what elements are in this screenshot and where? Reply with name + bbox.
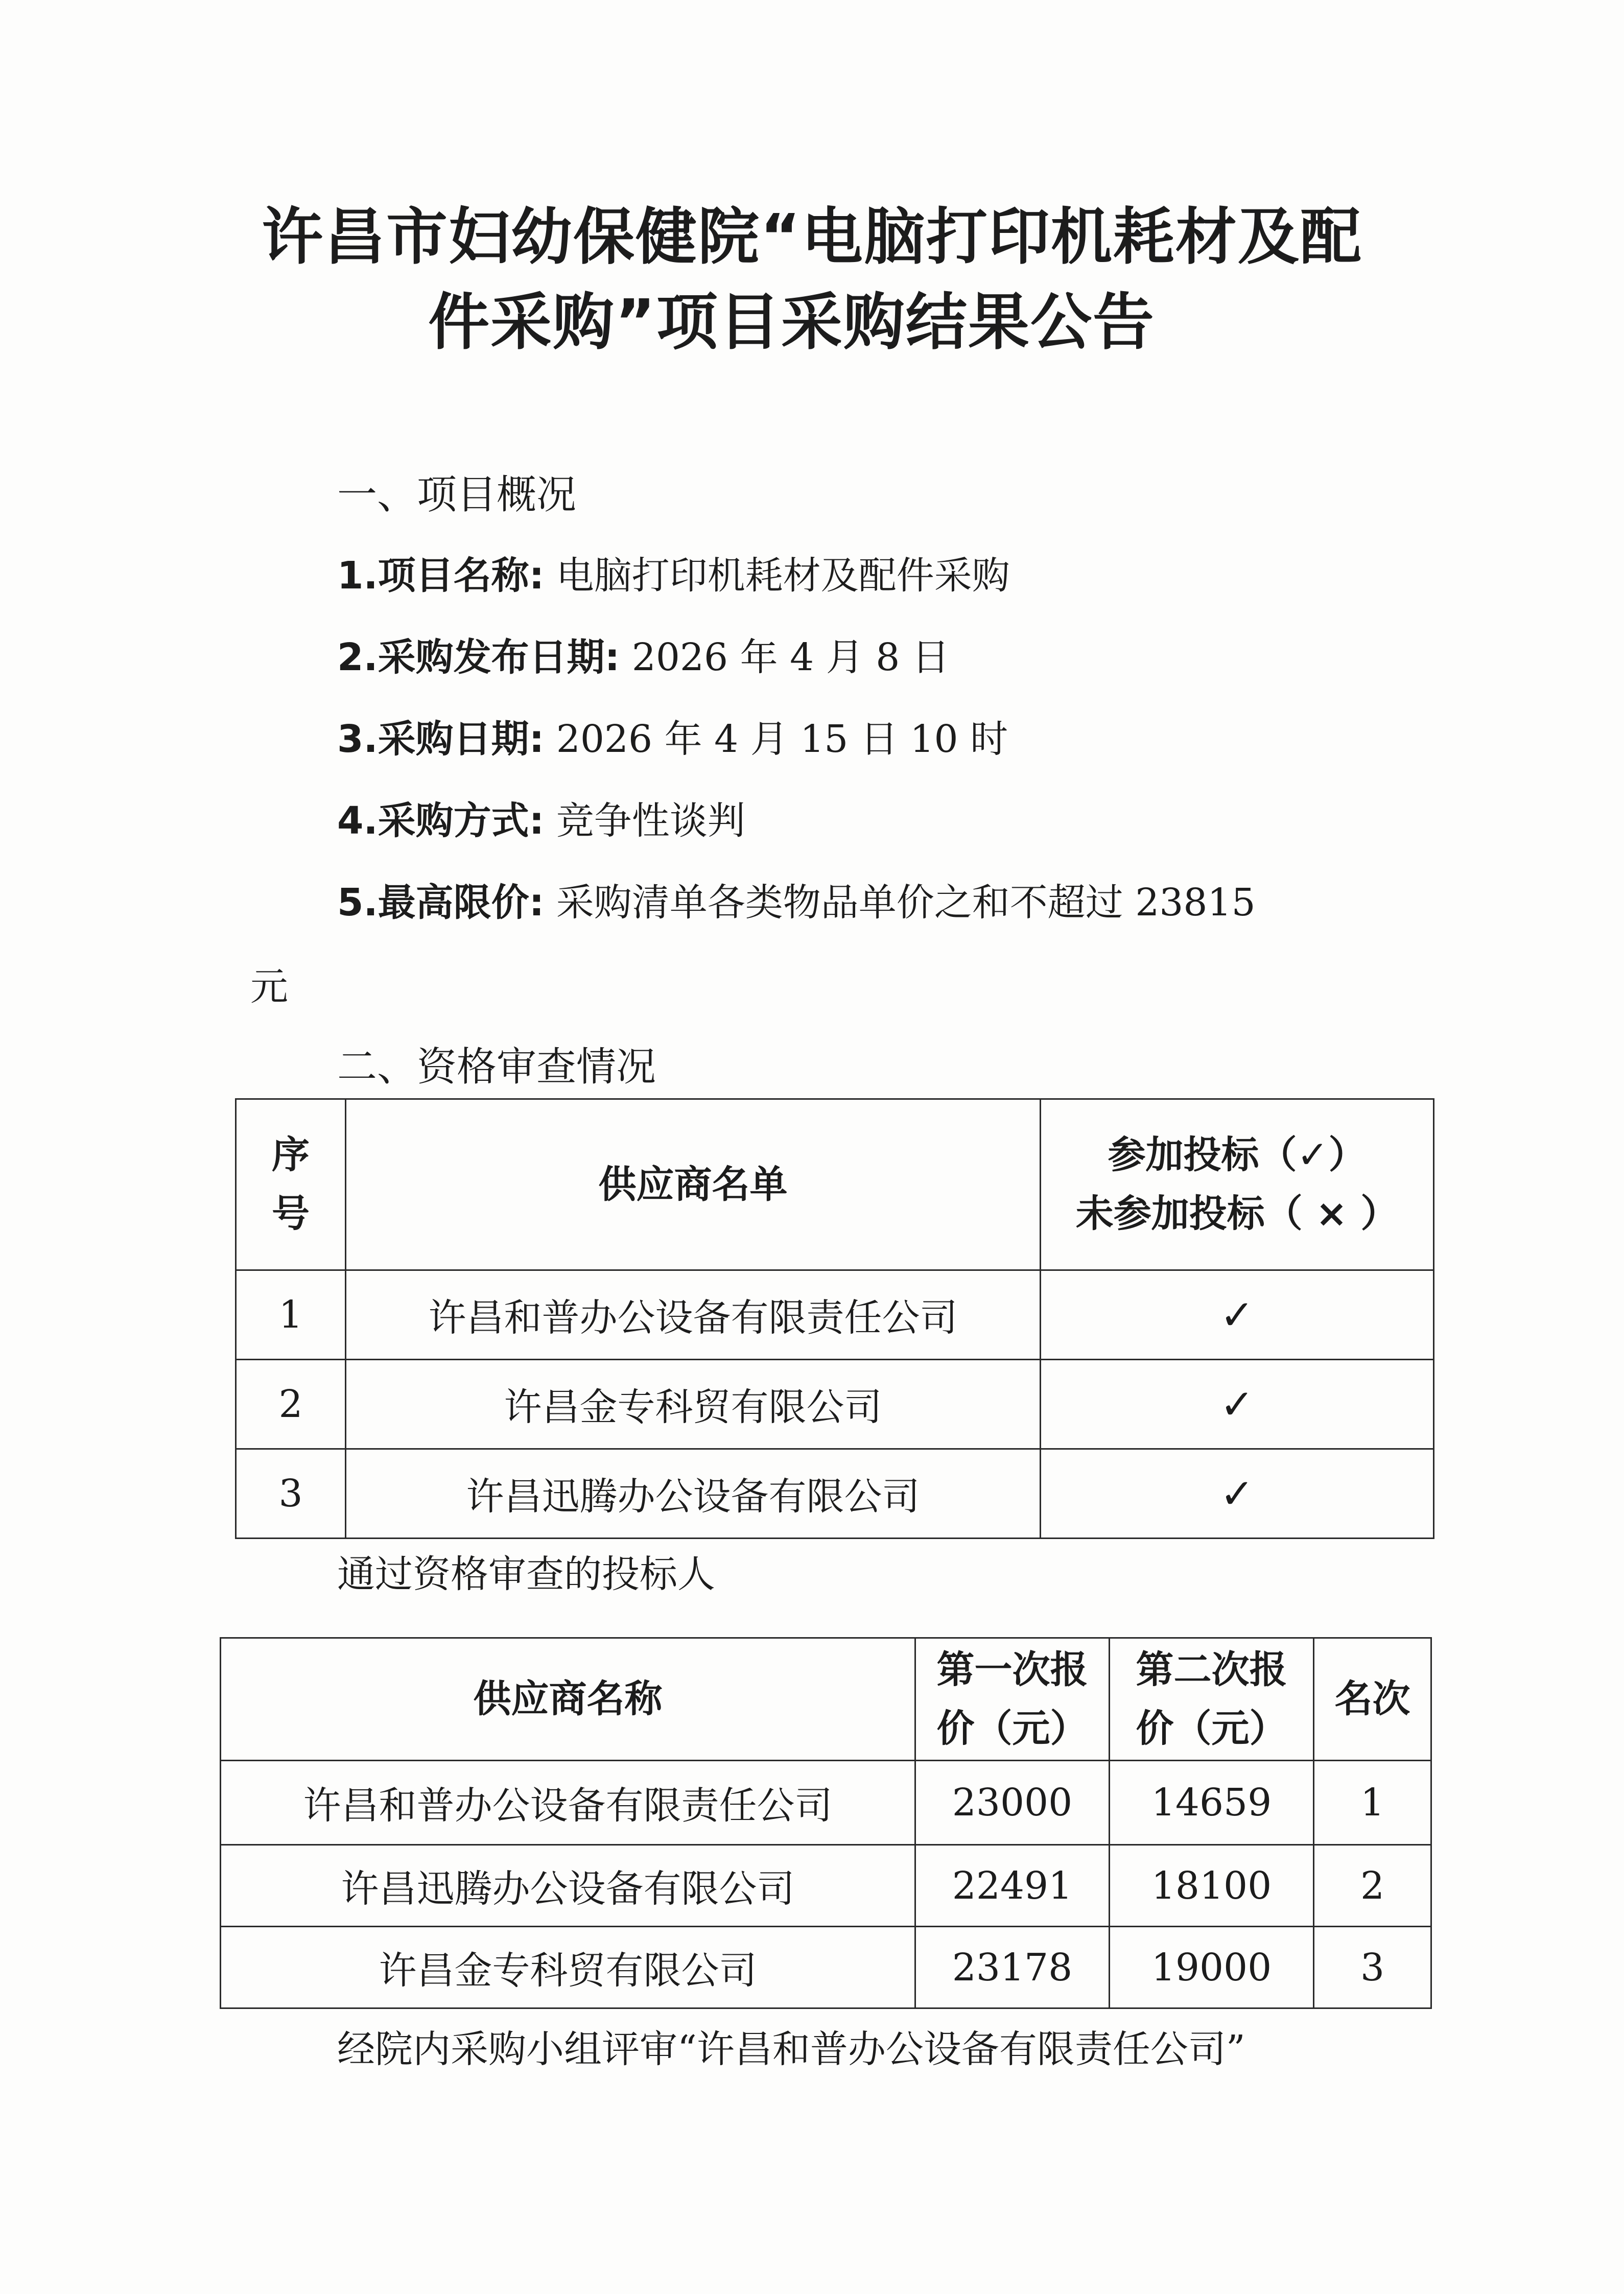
header-second-quote: 第二次报价（元） (1110, 1638, 1314, 1761)
item-project-name (337, 554, 1010, 598)
header-rank: 名次 (1314, 1638, 1431, 1761)
item-procurement-method (337, 799, 745, 843)
check-icon: ✓ (1041, 1360, 1434, 1449)
cell-supplier: 许昌迅腾办公设备有限公司 (346, 1449, 1041, 1539)
table-row (236, 1270, 1434, 1360)
item-label: 2.采购发布日期: (337, 635, 620, 679)
table-row (236, 1449, 1434, 1539)
table-row (221, 1761, 1431, 1845)
cell-rank: 1 (1314, 1761, 1431, 1845)
header-supplier-list: 供应商名单 (346, 1099, 1041, 1270)
table-row (221, 1927, 1431, 2008)
passed-bidders-label: 通过资格审查的投标人 (337, 1552, 715, 1596)
header-first-quote: 第一次报价（元） (915, 1638, 1110, 1761)
item-max-price (337, 881, 1256, 925)
closing-statement: 经院内采购小组评审“许昌和普办公设备有限责任公司” (337, 2027, 1245, 2071)
header-participation (1041, 1099, 1434, 1270)
item-procurement-date (337, 717, 1008, 761)
item-value: 采购清单各类物品单价之和不超过 23815 (556, 881, 1256, 925)
qualification-table (235, 1098, 1434, 1539)
cell-seq: 2 (236, 1360, 346, 1449)
item-value: 2026 年 4 月 15 日 10 时 (556, 717, 1008, 761)
check-icon: ✓ (1041, 1270, 1434, 1360)
item-label: 1.项目名称: (337, 554, 545, 598)
item-label: 3.采购日期: (337, 717, 545, 761)
cell-first-quote: 22491 (915, 1845, 1110, 1927)
item-label: 5.最高限价: (337, 881, 545, 925)
cell-rank: 2 (1314, 1845, 1431, 1927)
table-header-row (221, 1638, 1431, 1761)
header-supplier-name: 供应商名称 (221, 1638, 915, 1761)
header-participation-line-2: 未参加投标（ × ） (1075, 1192, 1399, 1236)
table-header-row (236, 1099, 1434, 1270)
table-row (236, 1360, 1434, 1449)
cell-second-quote: 18100 (1110, 1845, 1314, 1927)
header-seq: 序号 (236, 1099, 346, 1270)
table-row (221, 1845, 1431, 1927)
cell-second-quote: 14659 (1110, 1761, 1314, 1845)
item-value: 竞争性谈判 (556, 799, 745, 843)
item-value: 电脑打印机耗材及配件采购 (556, 554, 1010, 598)
document-title-line-1: 许昌市妇幼保健院“电脑打印机耗材及配 (262, 202, 1362, 273)
cell-rank: 3 (1314, 1927, 1431, 2008)
cell-seq: 1 (236, 1270, 346, 1360)
item-release-date (337, 635, 950, 679)
max-price-continuation: 元 (250, 965, 288, 1009)
cell-seq: 3 (236, 1449, 346, 1539)
section-heading-qualification: 二、资格审查情况 (337, 1044, 656, 1090)
section-heading-overview: 一、项目概况 (337, 472, 577, 518)
document-title-line-2: 件采购”项目采购结果公告 (428, 287, 1155, 358)
cell-supplier: 许昌和普办公设备有限责任公司 (346, 1270, 1041, 1360)
cell-second-quote: 19000 (1110, 1927, 1314, 2008)
cell-first-quote: 23178 (915, 1927, 1110, 2008)
cell-supplier: 许昌金专科贸有限公司 (221, 1927, 915, 2008)
check-icon: ✓ (1041, 1449, 1434, 1539)
cell-supplier: 许昌迅腾办公设备有限公司 (221, 1845, 915, 1927)
quotation-table (220, 1637, 1432, 2009)
item-value: 2026 年 4 月 8 日 (631, 635, 950, 679)
cell-supplier: 许昌和普办公设备有限责任公司 (221, 1761, 915, 1845)
cell-first-quote: 23000 (915, 1761, 1110, 1845)
header-participation-line-1: 参加投标（✓） (1108, 1133, 1367, 1177)
item-label: 4.采购方式: (337, 799, 545, 843)
cell-supplier: 许昌金专科贸有限公司 (346, 1360, 1041, 1449)
